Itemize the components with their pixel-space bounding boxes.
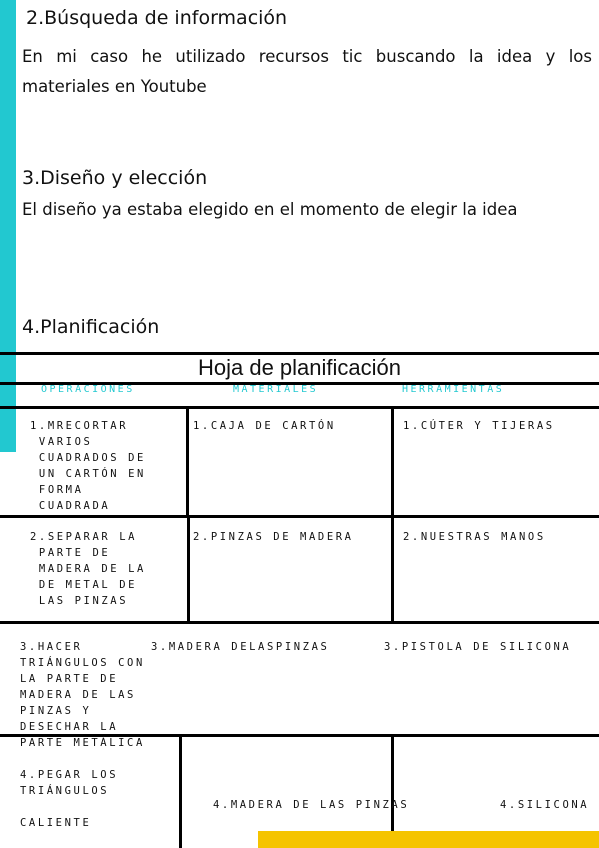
sheet-title: Hoja de planificación <box>197 355 402 380</box>
column-divider <box>186 406 189 518</box>
column-divider <box>179 734 182 848</box>
row-3-tool: 3.PISTOLA DE SILICONA <box>384 641 572 653</box>
column-header-materiales: MATERIALES <box>233 384 319 395</box>
column-header-operaciones: OPERACIONES <box>41 384 135 395</box>
row-4-tool: 4.SILICONA <box>500 799 590 811</box>
row-2-operation: 2.SEPARAR LA PARTE DE MADERA DE LA DE METAL DE LAS PINZAS <box>30 531 146 607</box>
row-1-tool: 1.CÚTER Y TIJERAS <box>403 420 555 432</box>
busqueda-line-2: materiales en Youtube <box>22 77 207 96</box>
table-rule <box>0 352 599 355</box>
row-4-material: 4.MADERA DE LAS PINZAS <box>213 799 410 811</box>
column-divider <box>391 515 394 624</box>
busqueda-line-1: En mi caso he utilizado recursos tic buscando la idea y los <box>22 47 592 66</box>
row-1-material: 1.CAJA DE CARTÓN <box>193 420 336 432</box>
table-rule <box>0 406 599 409</box>
row-2-tool: 2.NUESTRAS MANOS <box>403 531 546 543</box>
row-1-operation: 1.MRECORTAR VARIOS CUADRADOS DE UN CARTÓN EN FORMA CUADRADA <box>30 420 146 512</box>
diseno-text: El diseño ya estaba elegido en el momento de elegir la idea <box>22 200 518 219</box>
table-rule <box>0 621 599 624</box>
row-3-material: 3.MADERA DELASPINZAS <box>151 641 330 653</box>
row-4-operation: 4.PEGAR LOS TRIÁNGULOS CALIENTE <box>20 769 119 829</box>
yellow-accent-bar <box>258 831 599 848</box>
table-rule <box>0 515 599 518</box>
heading-busqueda: 2.Búsqueda de información <box>26 7 288 29</box>
heading-planificacion: 4.Planificación <box>22 316 160 338</box>
heading-diseno: 3.Diseño y elección <box>22 167 208 189</box>
column-header-herramientas: HERRAMIENTAS <box>402 384 505 395</box>
row-3-operation: 3.HACER TRIÁNGULOS CON LA PARTE DE MADERA DE LAS PINZAS Y DESECHAR LA PARTE METÁLICA <box>20 641 145 749</box>
column-divider <box>391 406 394 518</box>
column-divider <box>187 515 190 624</box>
busqueda-text <box>22 42 592 102</box>
row-2-material: 2.PINZAS DE MADERA <box>193 531 354 543</box>
